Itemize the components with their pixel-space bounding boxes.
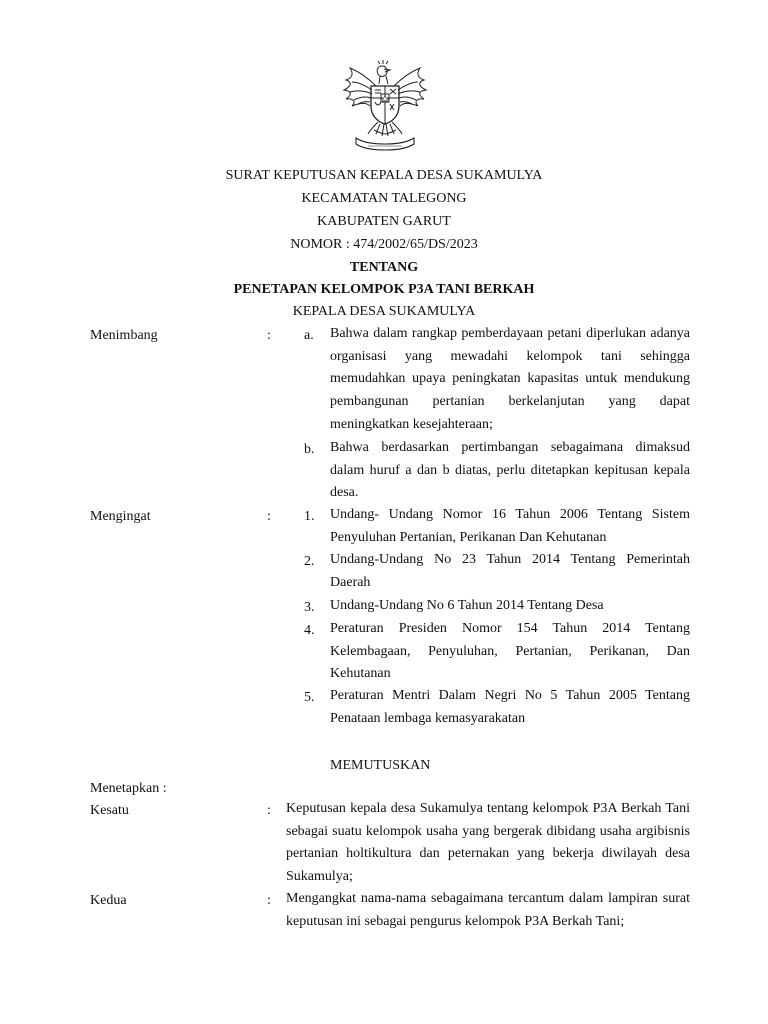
mengingat-colon: : <box>267 509 271 524</box>
mengingat-item-1: Undang- Undang Nomor 16 Tahun 2006 Tentang Sistem Penyuluhan Pertanian, Perikanan Dan Kehutanan <box>330 507 690 545</box>
mengingat-item-2: Undang-Undang No 23 Tahun 2014 Tentang Pemerintah Daerah <box>330 552 690 590</box>
mengingat-marker-2: 2. <box>304 554 315 569</box>
menimbang-label: Menimbang <box>90 328 158 343</box>
kedua-text: Mengangkat nama-nama sebagaimana tercantum dalam lampiran surat keputusan ini sebagai pengurus kelompok P3A Berkah Tani; <box>286 891 690 929</box>
menetapkan-label: Menetapkan : <box>90 781 167 796</box>
kesatu-label: Kesatu <box>90 803 129 818</box>
mengingat-marker-1: 1. <box>304 509 315 524</box>
title-line-2: KECAMATAN TALEGONG <box>301 191 467 206</box>
mengingat-marker-3: 3. <box>304 600 315 615</box>
subject-heading: PENETAPAN KELOMPOK P3A TANI BERKAH <box>233 282 535 297</box>
issuer-heading: KEPALA DESA SUKAMULYA <box>292 304 476 319</box>
memutuskan-heading: MEMUTUSKAN <box>330 758 431 773</box>
mengingat-marker-5: 5. <box>304 690 315 705</box>
tentang-heading: TENTANG <box>349 260 419 275</box>
menimbang-item-a: Bahwa dalam rangkap pemberdayaan petani diperlukan adanya organisasi yang mewadahi kelompok tani sehingga memudahkan upaya peningkatan kapasitas untuk mendukung pembangunan pertanian berkelanjutan yang dapat meningkatkan kesejahteraan; <box>330 326 690 432</box>
mengingat-label: Mengingat <box>90 509 151 524</box>
kedua-colon: : <box>267 893 271 908</box>
menimbang-item-b: Bahwa berdasarkan pertimbangan sebagaimana dimaksud dalam huruf a dan b diatas, perlu ditetapkan kepitusan kepala desa. <box>330 440 690 501</box>
decree-number: NOMOR : 474/2002/65/DS/2023 <box>290 237 478 252</box>
kesatu-text: Keputusan kepala desa Sukamulya tentang kelompok P3A Berkah Tani sebagai suatu kelompok usaha yang bergerak dibidang usaha argibisnis pertanian holtikultura dan peternakan yang bekerja diwilayah desa Sukamulya; <box>286 801 690 885</box>
kedua-label: Kedua <box>90 893 127 908</box>
garuda-emblem-icon <box>338 60 432 152</box>
menimbang-marker-b: b. <box>304 442 315 457</box>
mengingat-item-3: Undang-Undang No 6 Tahun 2014 Tentang Desa <box>330 598 604 613</box>
menimbang-colon: : <box>267 328 271 343</box>
menimbang-marker-a: a. <box>304 328 314 343</box>
mengingat-item-5: Peraturan Mentri Dalam Negri No 5 Tahun 2005 Tentang Penataan lembaga kemasyarakatan <box>330 688 690 726</box>
kesatu-colon: : <box>267 803 271 818</box>
title-line-1: SURAT KEPUTUSAN KEPALA DESA SUKAMULYA <box>225 168 543 183</box>
mengingat-marker-4: 4. <box>304 623 315 638</box>
mengingat-item-4: Peraturan Presiden Nomor 154 Tahun 2014 Tentang Kelembagaan, Penyuluhan, Pertanian, Perikanan, Dan Kehutanan <box>330 621 690 682</box>
title-line-3: KABUPATEN GARUT <box>317 214 451 229</box>
